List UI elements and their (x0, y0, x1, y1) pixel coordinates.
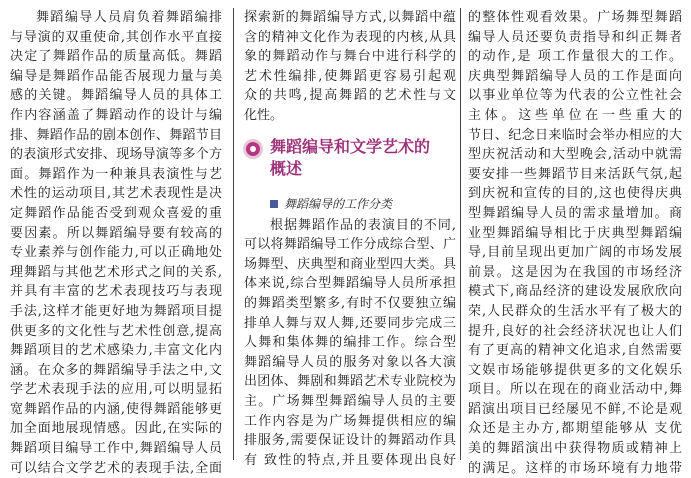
text-line: 面。舞蹈作为一种兼具表演性与艺 (10, 166, 222, 182)
text-line: 要安排一些舞蹈节目来活跃气氛,起 (468, 166, 682, 182)
text-line: 的动作,是 项工作量很大的工作。 (468, 49, 682, 65)
text-line: 决定了舞蹈作品的质量高低。舞蹈 (10, 49, 222, 65)
column-left (10, 8, 222, 478)
text-line: 可以将舞蹈编导工作分成综合型、广 (244, 237, 456, 253)
text-line: 排单人舞与双人舞,还要同步完成三 (244, 315, 456, 331)
text-line: 人舞和集体舞的编排工作。综合型 (244, 335, 456, 351)
text-line: 加全面地展现情感。因此,在实际的 (10, 421, 222, 437)
text-line: 要因素。所以舞蹈编导要有较高的 (10, 225, 222, 241)
text-line: 涵。在众多的舞蹈编导手法之中,文 (10, 362, 222, 378)
text-line: 可以结合文学艺术的表现手法,全面 (10, 460, 222, 476)
text-line: 宽舞蹈作品的内涵,使得舞蹈能够更 (10, 401, 222, 417)
text-line: 有了更高的精神文化追求,自然需要 (468, 343, 682, 359)
text-line: 提升,良好的社会经济状况也让人们 (468, 323, 682, 339)
text-line: 含的精神文化作为表现的内核,从具 (244, 29, 456, 45)
text-line: 的满足。这样的市场环境有力地带 (468, 460, 682, 476)
text-line: 蹈演出项目已经屡见不鲜,不论是观 (468, 401, 682, 417)
text-line: 的舞蹈类型繁多,有时不仅要独立编 (244, 295, 456, 311)
text-line: 化性。 (244, 107, 284, 123)
column-right (468, 8, 682, 478)
text-line: 场舞型、庆典型和商业型四大类。具 (244, 256, 456, 272)
section-heading (244, 136, 456, 180)
subsection-heading (244, 192, 456, 216)
text-line: 型舞蹈编导人员的需求量增加。商 (468, 205, 682, 221)
text-line: 出团体、舞剧和舞蹈艺术专业院校为 (244, 374, 456, 390)
text-line: 探索新的舞蹈编导方式,以舞蹈中蕴 (244, 10, 456, 25)
text-line: 荣,人民群众的生活水平有了极大的 (468, 303, 682, 319)
text-line: 庆典型舞蹈编导人员的工作是面向 (468, 68, 682, 84)
text-line: 与导演的双重使命,其创作水平直接 (10, 29, 222, 45)
text-line: 定舞蹈作品能否受到观众喜爱的重 (10, 205, 222, 221)
column-rule (460, 8, 461, 460)
text-line: 文娱市场能够提供更多的文化娱乐 (468, 362, 682, 378)
text-line: 作内容涵盖了舞蹈动作的设计与编 (10, 107, 222, 123)
text-line: 学艺术表现手法的应用,可以明显拓 (10, 382, 222, 398)
section-heading-line: 概述 (270, 158, 303, 178)
text-line: 并具有丰富的艺术表现技巧与表现 (10, 284, 222, 300)
subsection-heading-text: 舞蹈编导的工作分类 (284, 196, 393, 211)
section-heading-line: 舞蹈编导和文学艺术的 (270, 136, 431, 156)
text-line: 美的舞蹈演出中获得物质或精神上 (468, 441, 682, 457)
text-line: 有 致性的特点,并且要体现出良好 (244, 452, 456, 468)
text-line: 象的舞蹈动作与舞台中进行科学的 (244, 49, 456, 65)
text-line: 众的共鸣,提高舞蹈的艺术性与文 (244, 88, 456, 104)
text-line: 排服务,需要保证设计的舞蹈动作具 (244, 433, 456, 449)
column-rule (233, 8, 234, 460)
text-line: 排、舞蹈作品的剧本创作、舞蹈节目 (10, 127, 222, 143)
text-line: 舞蹈项目的艺术感染力,丰富文化内 (10, 343, 222, 359)
text-line: 的整体性观看效果。广场舞型舞蹈 (468, 10, 682, 25)
text-line: 工作内容是为广场舞提供相应的编 (244, 413, 456, 429)
text-line: 的表演形式安排、现场导演等多个方 (10, 147, 222, 163)
text-line: 根据舞蹈作品的表演目的不同, (270, 217, 456, 233)
text-line: 节日、纪念日来临时会举办相应的大 (468, 127, 682, 143)
text-line: 业型舞蹈编导相比于庆典型舞蹈编 (468, 225, 682, 241)
text-line: 模式下,商品经济的建设发展欣欣向 (468, 284, 682, 300)
text-line: 型庆祝活动和大型晚会,活动中就需 (468, 147, 682, 163)
text-line: 前景。这是因为在我国的市场经济 (468, 264, 682, 280)
text-line: 众还是主办方,都期望能够从 支优 (468, 421, 682, 437)
text-line: 编导人员还要负责指导和纠正舞者 (468, 29, 682, 45)
text-line: 编导是舞蹈作品能否展现力量与美 (10, 68, 222, 84)
text-line: 供更多的文化性与艺术性创意,提高 (10, 323, 222, 339)
text-line: 艺术性编排,使舞蹈更容易引起观 (244, 68, 456, 84)
square-bullet-icon (270, 200, 278, 208)
text-line: 导,目前呈现出更加广阔的市场发展 (468, 245, 682, 261)
text-line: 手法,这样才能更好地为舞蹈项目提 (10, 303, 222, 319)
text-line: 术性的运动项目,其艺术表现性是决 (10, 186, 222, 202)
text-line: 舞蹈项目编导工作中,舞蹈编导人员 (10, 441, 222, 457)
text-line: 理舞蹈与其他艺术形式之间的关系, (10, 264, 222, 280)
section-bullet-icon (246, 142, 260, 156)
text-line: 主体。这些单位在一些重大的 (468, 107, 682, 123)
text-line: 项目。所以在现在的商业活动中,舞 (468, 382, 682, 398)
text-line: 体来说,综合型舞蹈编导人员所承担 (244, 276, 456, 292)
section-heading-text (270, 136, 430, 180)
text-line: 以事业单位等为代表的公立性社会 (468, 88, 682, 104)
text-line: 舞蹈编导人员肩负着舞蹈编排 (36, 10, 222, 25)
text-line: 专业素养与创作能力,可以正确地处 (10, 245, 222, 261)
text-line: 到庆祝和宣传的目的,这也使得庆典 (468, 186, 682, 202)
column-middle (244, 8, 456, 470)
text-line: 主。广场舞型舞蹈编导人员的主要 (244, 393, 456, 409)
text-line: 感的关键。舞蹈编导人员的具体工 (10, 88, 222, 104)
text-line: 舞蹈编导人员的服务对象以各大演 (244, 354, 456, 370)
